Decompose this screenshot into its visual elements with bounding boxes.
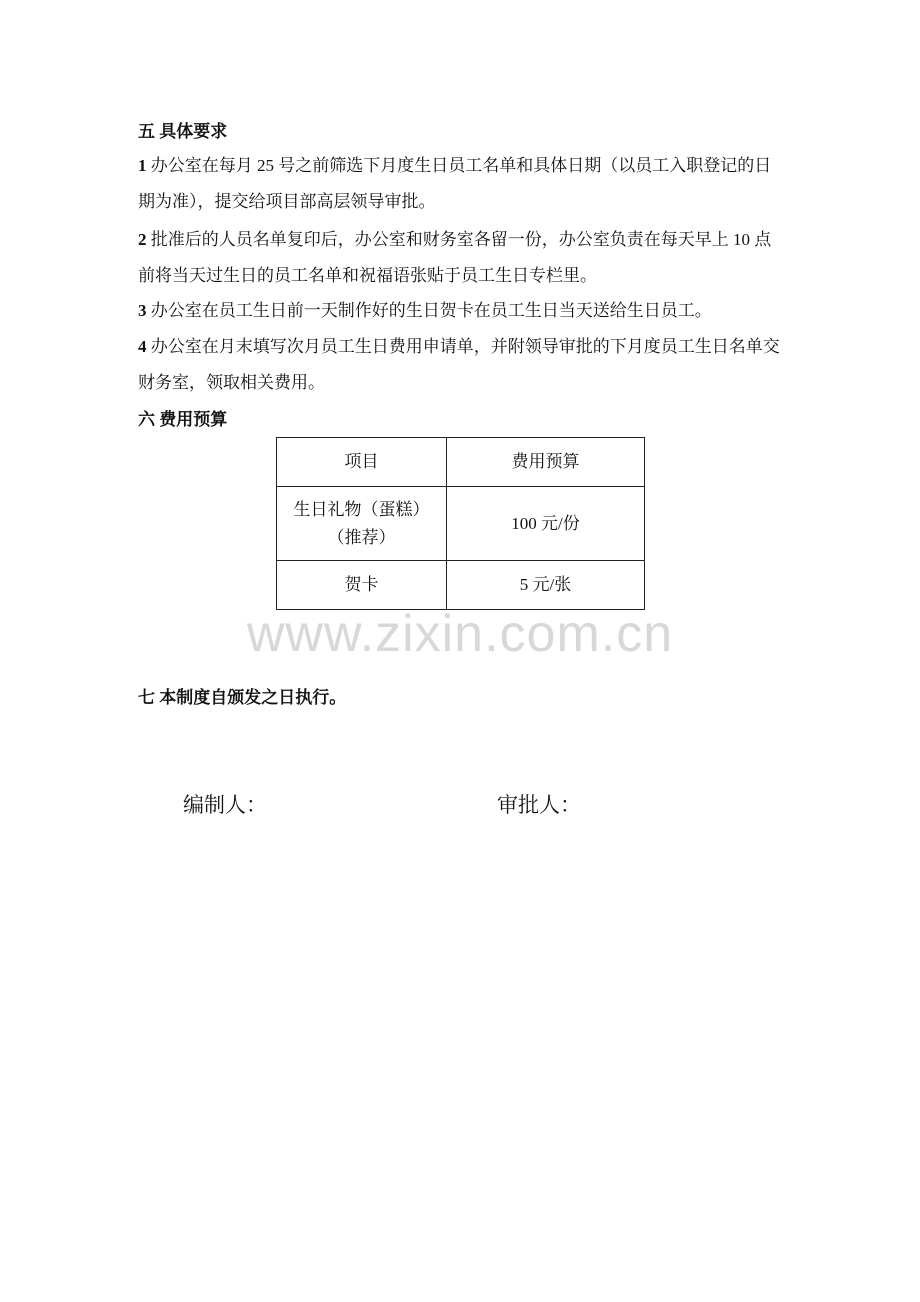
author-signature-label: 编制人： xyxy=(183,793,267,817)
requirement-item-1 xyxy=(138,148,788,220)
budget-table xyxy=(276,437,645,610)
table-cell-item xyxy=(277,487,447,561)
requirement-item-3 xyxy=(138,293,788,329)
item-text: 办公室在员工生日前一天制作好的生日贺卡在员工生日当天送给生日员工。 xyxy=(146,301,712,320)
requirement-item-4 xyxy=(138,329,788,401)
item-text: 批准后的人员名单复印后，办公室和财务室各留一份，办公室负责在每天早上 10 点前将当天过生日的员工名单和祝福语张贴于员工生日专栏里。 xyxy=(138,230,772,285)
table-cell-item: 贺卡 xyxy=(277,561,447,610)
watermark: www.zixin.com.cn xyxy=(246,605,674,663)
table-cell-cost: 100 元/份 xyxy=(447,487,645,561)
table-header-row xyxy=(277,438,645,487)
table-header-cost: 费用预算 xyxy=(447,438,645,487)
item-text: 办公室在月末填写次月员工生日费用申请单，并附领导审批的下月度员工生日名单交财务室，领取相关费用。 xyxy=(138,337,780,392)
item-number: 4 xyxy=(138,337,147,356)
item-name-line: 生日礼物（蛋糕） xyxy=(293,499,430,519)
requirement-item-2 xyxy=(138,222,788,294)
item-number: 2 xyxy=(138,230,147,249)
approver-signature-label: 审批人： xyxy=(497,793,581,817)
item-text: 办公室在每月 25 号之前筛选下月度生日员工名单和具体日期（以员工入职登记的日期为准），提交给项目部高层领导审批。 xyxy=(138,156,772,211)
section-7-heading: 七 本制度自颁发之日执行。 xyxy=(138,688,347,707)
section-5-heading: 五 具体要求 xyxy=(138,122,228,141)
table-cell-cost: 5 元/张 xyxy=(447,561,645,610)
item-name-line: （推荐） xyxy=(327,527,396,547)
item-number: 3 xyxy=(138,301,147,320)
table-row xyxy=(277,487,645,561)
item-number: 1 xyxy=(138,156,147,175)
table-row xyxy=(277,561,645,610)
table-header-item: 项目 xyxy=(277,438,447,487)
section-6-heading: 六 费用预算 xyxy=(138,410,228,429)
